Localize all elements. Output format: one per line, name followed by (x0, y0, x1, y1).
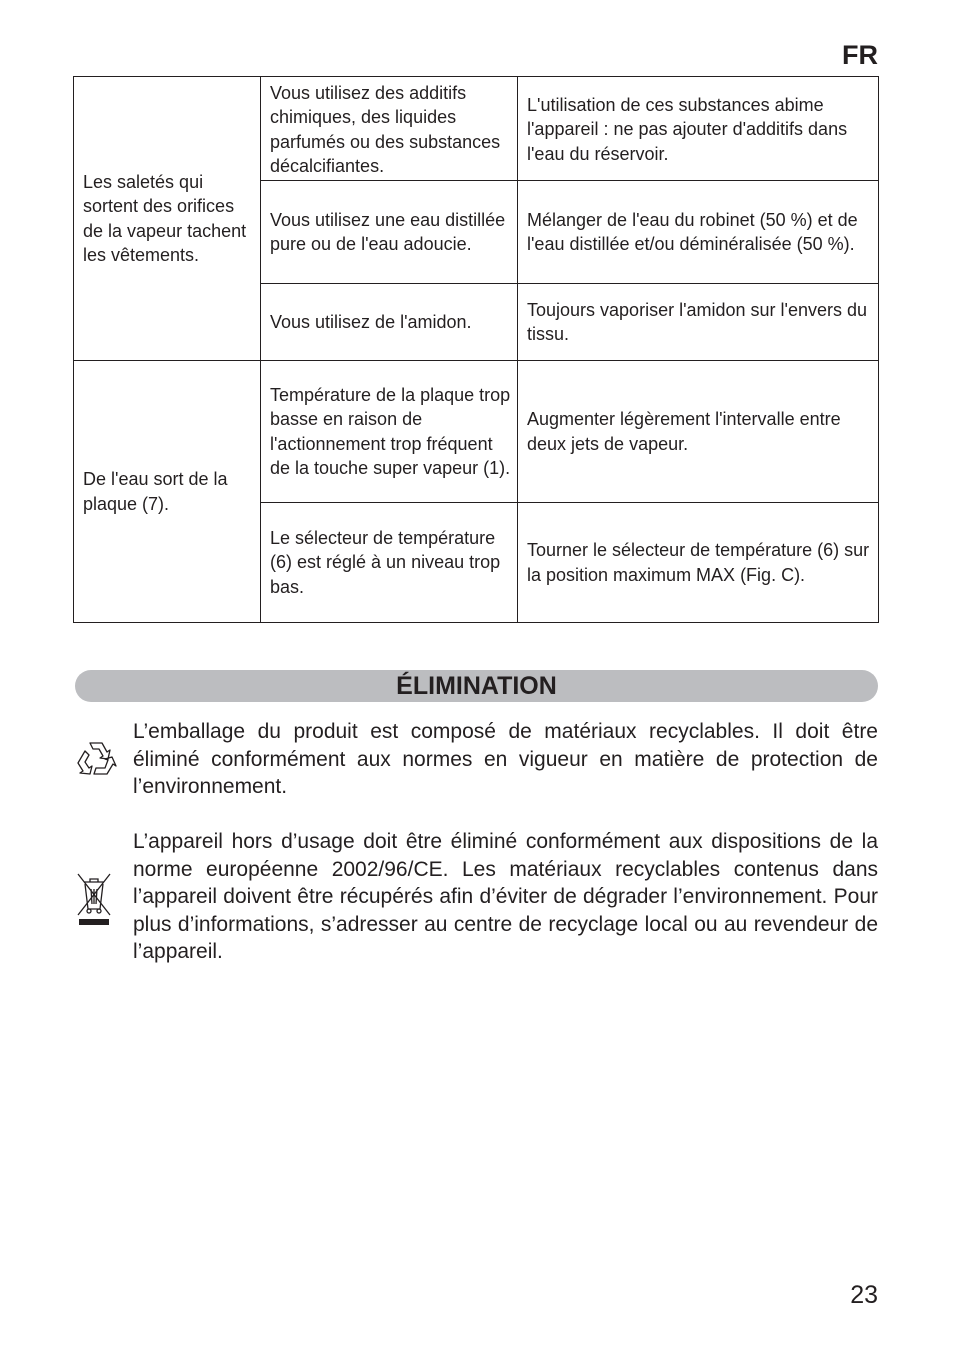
cause-cell: Vous utilisez de l'amidon. (261, 284, 518, 361)
language-label: FR (842, 40, 878, 70)
solution-cell: L'utilisation de ces substances abime l'appareil : ne pas ajouter d'additifs dans l'eau du réservoir. (518, 77, 879, 181)
cause-cell: Le sélecteur de température (6) est réglé à un niveau trop bas. (261, 503, 518, 623)
problem-cell: Les saletés qui sortent des orifices de la vapeur tachent les vêtements. (74, 77, 261, 361)
section-header-elimination (75, 670, 878, 702)
table-row (74, 361, 879, 503)
solution-cell: Mélanger de l'eau du robinet (50 %) et de l'eau distillée et/ou déminéralisée (50 %). (518, 181, 879, 284)
solution-cell: Augmenter légèrement l'intervalle entre deux jets de vapeur. (518, 361, 879, 503)
solution-cell: Tourner le sélecteur de température (6) sur la position maximum MAX (Fig. C). (518, 503, 879, 623)
page-number: 23 (850, 1281, 878, 1309)
packaging-paragraph: L’emballage du produit est composé de matériaux recyclables. Il doit être éliminé conformément aux normes en vigueur en matière de protection de l’environnement. (133, 720, 878, 798)
cause-cell: Température de la plaque trop basse en raison de l'actionnement trop fréquent de la touche super vapeur (1). (261, 361, 518, 503)
table-row (74, 77, 879, 181)
appliance-paragraph: L’appareil hors d’usage doit être éliminé conformément aux dispositions de la norme européenne 2002/96/CE. Les matériaux recyclables contenus dans l’appareil doivent être récupérés afin d’éviter de dégrader l’environnement. Pour plus d’informations, s’adresser au centre de recyclage local ou au revendeur de l’appareil. (133, 830, 878, 963)
crossed-bin-icon (76, 872, 112, 933)
solution-cell: Toujours vaporiser l'amidon sur l'envers du tissu. (518, 284, 879, 361)
recycle-icon (74, 737, 118, 786)
section-title: ÉLIMINATION (396, 672, 557, 700)
cause-cell: Vous utilisez une eau distillée pure ou de l'eau adoucie. (261, 181, 518, 284)
cause-cell: Vous utilisez des additifs chimiques, des liquides parfumés ou des substances décalcifiantes. (261, 77, 518, 181)
problem-cell: De l'eau sort de la plaque (7). (74, 361, 261, 623)
troubleshooting-table (73, 76, 879, 623)
